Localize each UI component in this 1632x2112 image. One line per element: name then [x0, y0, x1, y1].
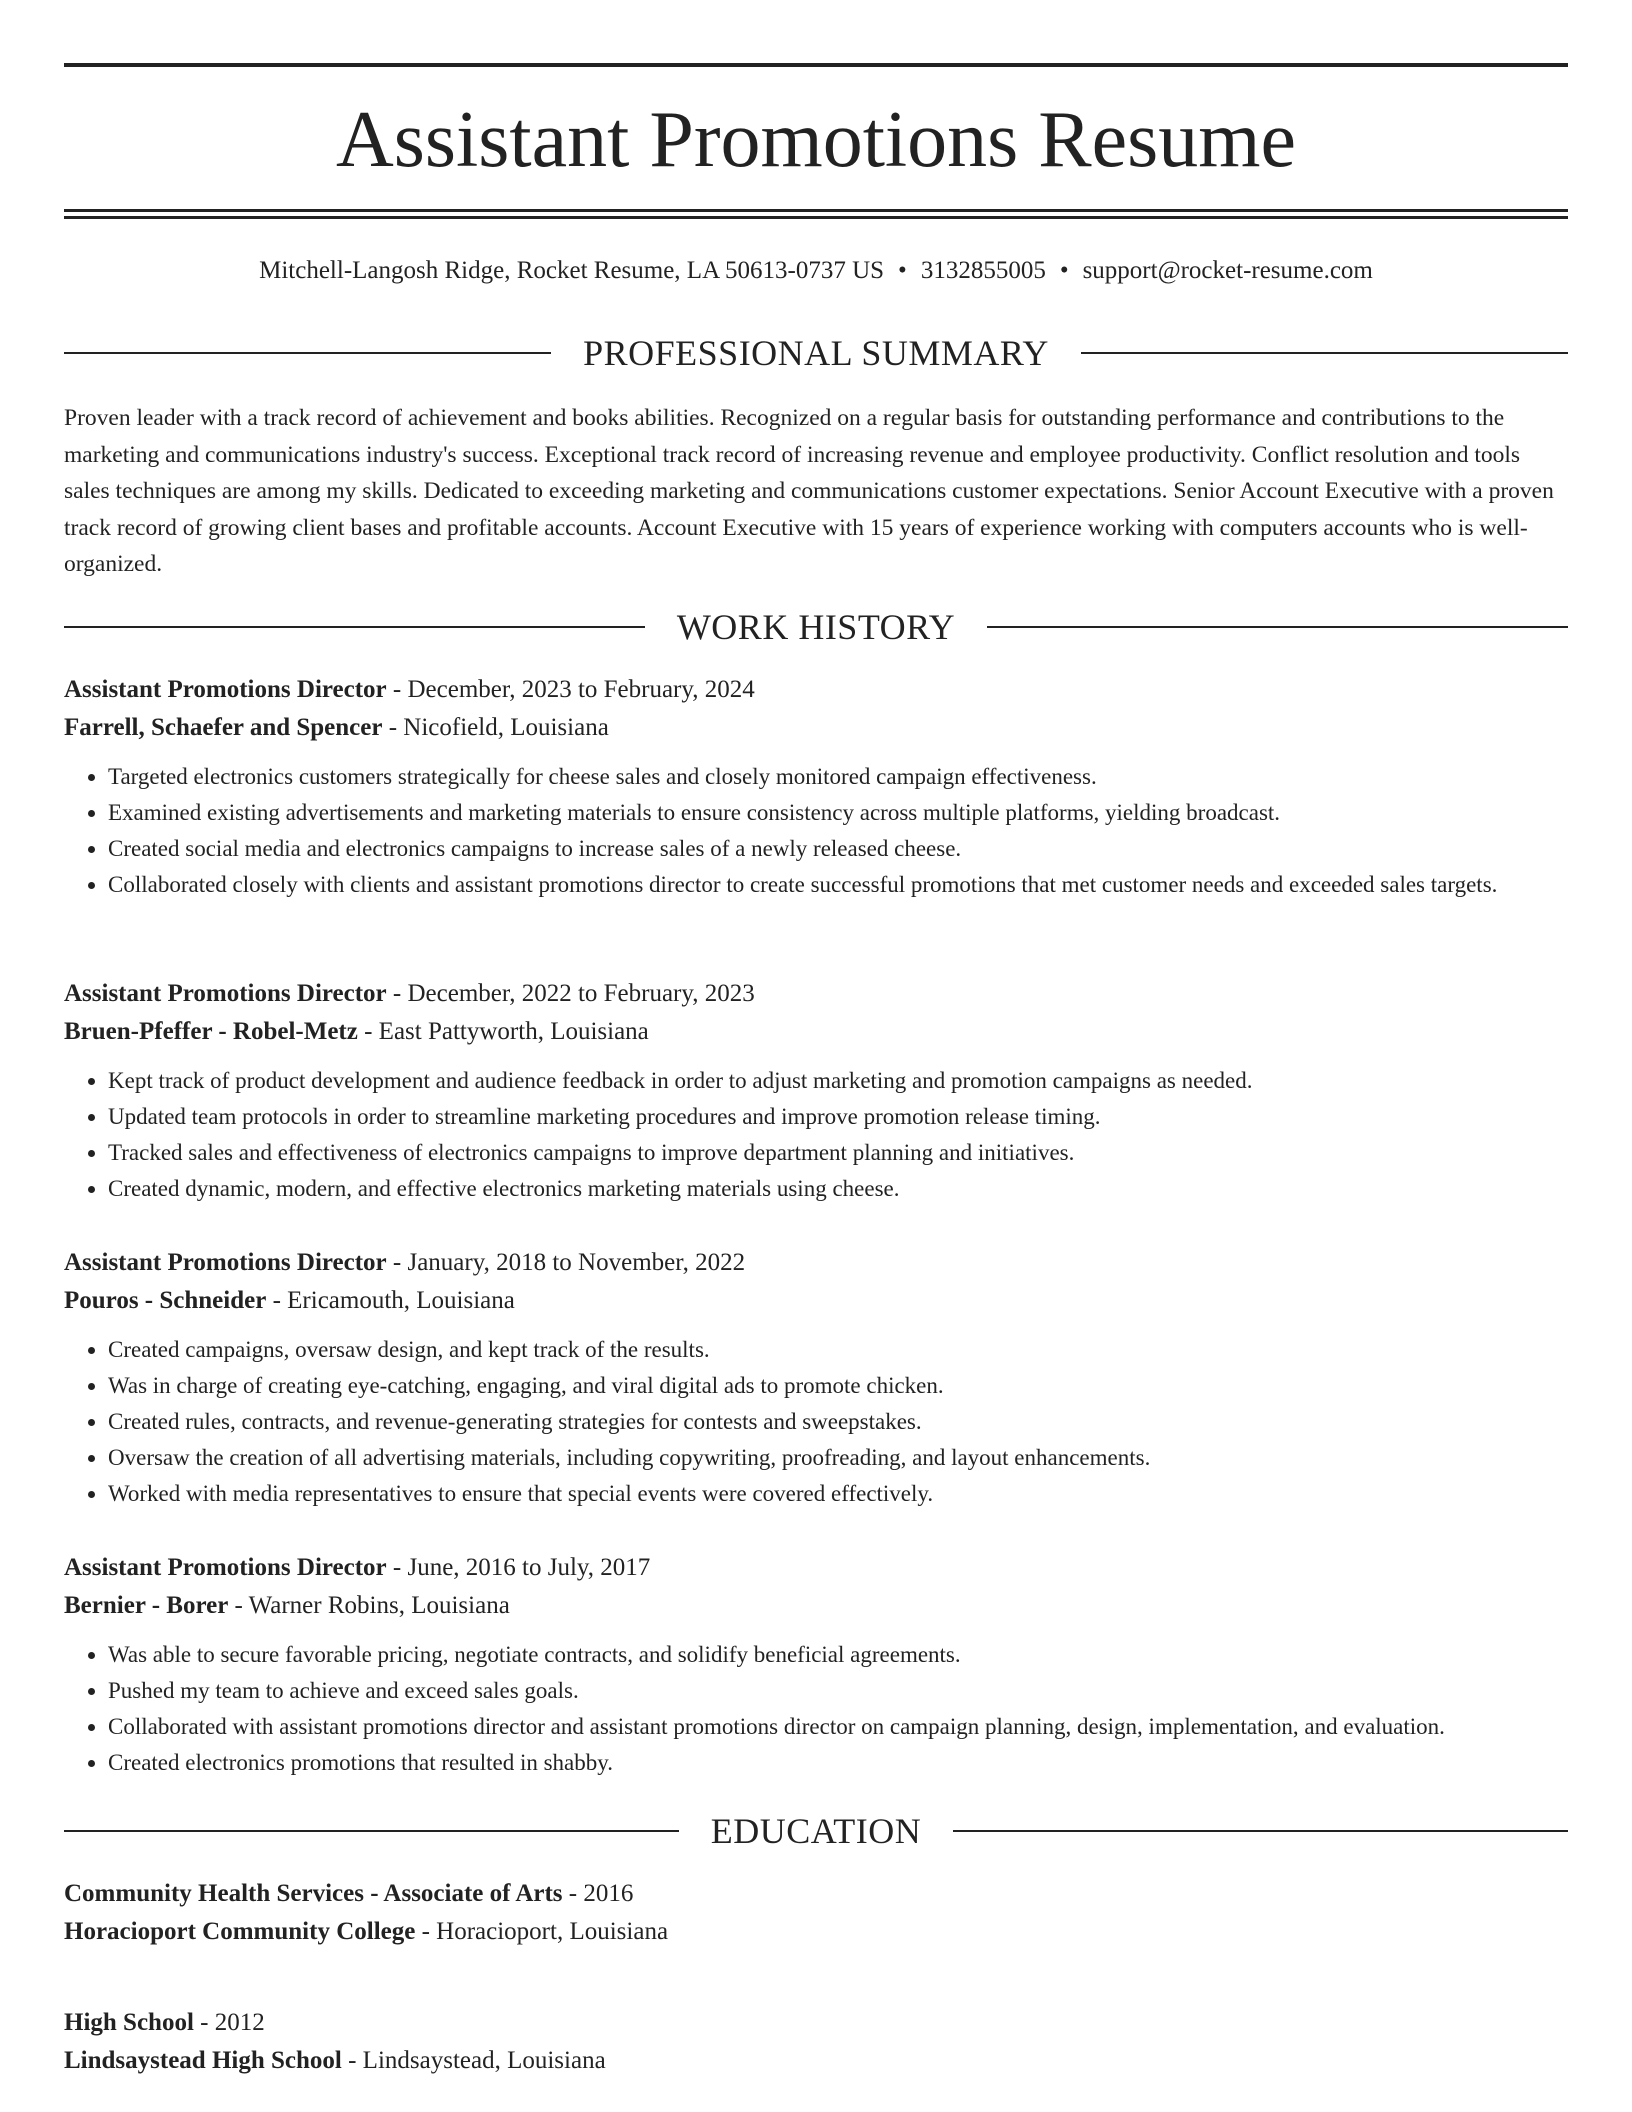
job-bullet: • Targeted electronics customers strategically for cheese sales and closely monitored campaign effectiveness. [108, 759, 1568, 795]
job-title: Assistant Promotions Director [64, 676, 387, 703]
job-bullet: • Was able to secure favorable pricing, negotiate contracts, and solidify beneficial agreements. [108, 1637, 1568, 1673]
job-title: Assistant Promotions Director [64, 980, 387, 1007]
job-bullet: • Examined existing advertisements and marketing materials to ensure consistency across multiple platforms, yielding broadcast. [108, 795, 1568, 831]
section-rule [64, 1830, 679, 1832]
education-school: Lindsaystead High School [64, 2047, 342, 2074]
top-rule [64, 63, 1568, 67]
job-bullet: • Collaborated closely with clients and assistant promotions director to create successful promotions that met customer needs and exceeded sales targets. [108, 867, 1568, 903]
job-entry [64, 1549, 1568, 1781]
job-bullet: • Oversaw the creation of all advertising materials, including copywriting, proofreading, and layout enhancements. [108, 1440, 1568, 1476]
summary-section-header [64, 330, 1568, 376]
job-title: Assistant Promotions Director [64, 1554, 387, 1581]
job-bullet: • Created campaigns, oversaw design, and kept track of the results. [108, 1332, 1568, 1368]
job-bullet: • Created rules, contracts, and revenue-generating strategies for contests and sweepstakes. [108, 1404, 1568, 1440]
contact-line [64, 254, 1568, 288]
job-bullets [64, 1332, 1568, 1512]
title-rule-upper [64, 209, 1568, 212]
contact-address: Mitchell-Langosh Ridge, Rocket Resume, LA 50613-0737 US [259, 257, 885, 284]
job-bullets [64, 759, 1568, 903]
job-title: Assistant Promotions Director [64, 1249, 387, 1276]
job-location: - East Pattyworth, Louisiana [357, 1018, 649, 1045]
job-bullet: • Was in charge of creating eye-catching, engaging, and viral digital ads to promote chicken. [108, 1368, 1568, 1404]
education-location: - Lindsaystead, Louisiana [341, 2047, 606, 2074]
job-bullet: • Tracked sales and effectiveness of electronics campaigns to improve department planning and initiatives. [108, 1135, 1568, 1171]
education-entry [64, 2004, 1568, 2080]
job-bullet: • Created social media and electronics campaigns to increase sales of a newly released cheese. [108, 831, 1568, 867]
job-bullet: • Updated team protocols in order to streamline marketing procedures and improve promotion release timing. [108, 1099, 1568, 1135]
work-section-header [64, 604, 1568, 650]
job-bullet: • Created electronics promotions that resulted in shabby. [108, 1745, 1568, 1781]
job-bullet: • Collaborated with assistant promotions director and assistant promotions director on campaign planning, design, implementation, and evaluation. [108, 1709, 1568, 1745]
job-entry [64, 671, 1568, 903]
education-heading: EDUCATION [710, 1811, 922, 1851]
job-bullets [64, 1637, 1568, 1781]
education-section-header [64, 1808, 1568, 1854]
education-degree: Community Health Services - Associate of Arts [64, 1880, 563, 1907]
job-dates: - December, 2022 to February, 2023 [386, 980, 755, 1007]
education-school: Horacioport Community College [64, 1918, 416, 1945]
job-company: Bernier - Borer [64, 1592, 229, 1619]
contact-email: support@rocket-resume.com [1082, 257, 1373, 284]
job-dates: - December, 2023 to February, 2024 [386, 676, 755, 703]
section-rule [1081, 352, 1568, 354]
job-company: Pouros - Schneider [64, 1287, 267, 1314]
job-dates: - June, 2016 to July, 2017 [386, 1554, 651, 1581]
contact-separator: • [1059, 257, 1069, 284]
section-rule [64, 352, 551, 354]
page-title: Assistant Promotions Resume [335, 96, 1297, 184]
job-bullet: • Kept track of product development and audience feedback in order to adjust marketing and promotion campaigns as needed. [108, 1063, 1568, 1099]
work-heading: WORK HISTORY [676, 607, 956, 647]
title-rule-lower [64, 216, 1568, 219]
section-rule [64, 626, 645, 628]
section-rule [987, 626, 1568, 628]
job-location: - Nicofield, Louisiana [382, 714, 609, 741]
job-bullet: • Created dynamic, modern, and effective electronics marketing materials using cheese. [108, 1171, 1568, 1207]
job-entry [64, 975, 1568, 1207]
education-location: - Horacioport, Louisiana [415, 1918, 669, 1945]
summary-text: Proven leader with a track record of achievement and books abilities. Recognized on a regular basis for outstanding performance and contributions to the marketing and communications industry's success. Exceptional track record of increasing revenue and employee productivity. Conflict resolution and tools sales techniques are among my skills. Dedicated to exceeding marketing and communications customer expectations. Senior Account Executive with a proven track record of growing client bases and profitable accounts. Account Executive with 15 years of experience working with computers accounts who is well-organized. [64, 405, 1554, 577]
job-company: Farrell, Schaefer and Spencer [64, 714, 383, 741]
contact-separator: • [898, 257, 907, 284]
job-bullet: • Worked with media representatives to ensure that special events were covered effectively. [108, 1476, 1568, 1512]
education-year: - 2016 [562, 1880, 634, 1907]
job-dates: - January, 2018 to November, 2022 [386, 1249, 746, 1276]
job-bullet: • Pushed my team to achieve and exceed sales goals. [108, 1673, 1568, 1709]
contact-phone: 3132855005 [920, 257, 1046, 284]
education-entry [64, 1875, 1568, 1951]
job-location: - Warner Robins, Louisiana [228, 1592, 510, 1619]
job-company: Bruen-Pfeffer - Robel-Metz [64, 1018, 358, 1045]
summary-heading: PROFESSIONAL SUMMARY [583, 333, 1049, 373]
job-location: - Ericamouth, Louisiana [266, 1287, 515, 1314]
section-rule [953, 1830, 1568, 1832]
job-entry [64, 1244, 1568, 1512]
job-bullets [64, 1063, 1568, 1207]
education-degree: High School [64, 2009, 194, 2036]
education-year: - 2012 [193, 2009, 265, 2036]
